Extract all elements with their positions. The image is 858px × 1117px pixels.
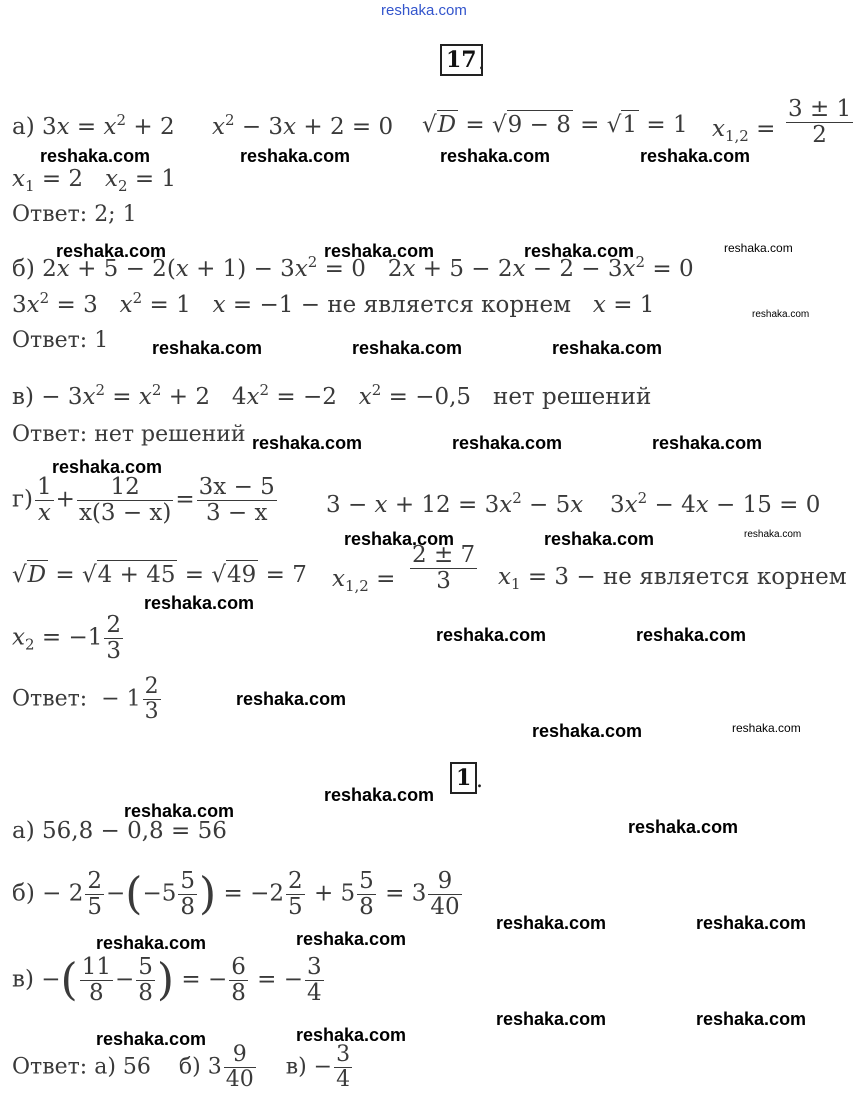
watermark: reshaka.com xyxy=(532,721,643,741)
site-header-link[interactable]: reshaka.com xyxy=(381,2,467,19)
s17-b-answer: Ответ: 1 xyxy=(12,328,109,353)
s1-answer xyxy=(12,1044,354,1091)
watermark: reshaka.com xyxy=(124,801,235,821)
section-17-number: 17 xyxy=(440,44,483,76)
s1-answer-v-num: 3 xyxy=(336,1042,351,1067)
watermark: reshaka.com xyxy=(324,785,435,805)
s17-a-eq2: $x^2 - 3x + 2 = 0$ xyxy=(212,111,394,140)
watermark: reshaka.com xyxy=(544,529,655,549)
s17-g-answer-label: Ответ: xyxy=(12,686,88,712)
s17-a-roots-lhs: $x_{1,2}$ = xyxy=(712,116,776,145)
watermark: reshaka.com xyxy=(296,929,407,949)
s1-a-label: а) xyxy=(12,818,35,844)
s17-g-answer-num: 2 xyxy=(144,674,159,699)
s17-a-roots-frac xyxy=(784,98,855,147)
s17-g-x2-den: 3 xyxy=(106,638,121,664)
s17-g-x2-whole: −1 xyxy=(68,624,103,651)
s1-b-t4-num: 5 xyxy=(359,868,374,894)
watermark: reshaka.com xyxy=(524,241,635,261)
watermark: reshaka.com xyxy=(636,625,747,645)
watermark: reshaka.com xyxy=(40,146,151,166)
s17-a-roots-num: 3 ± 1 xyxy=(788,96,852,122)
section-17-dot: . xyxy=(478,50,485,75)
watermark: reshaka.com xyxy=(324,241,435,261)
s1-answer-label: Ответ: xyxy=(12,1054,88,1080)
s17-g-eq2: $3 - x + 12 = 3x^2 - 5x$ xyxy=(326,489,584,518)
s1-b-t2-num: 5 xyxy=(180,868,195,894)
s1-v-f1-num: 11 xyxy=(81,954,111,980)
s1-b-label: б) xyxy=(12,880,35,907)
s17-a-roots: $x_1 = 2$ $x_2 = 1$ xyxy=(12,166,177,195)
watermark: reshaka.com xyxy=(344,529,455,549)
watermark: reshaka.com xyxy=(496,1009,607,1029)
s17-g-roots-num: 2 ± 7 xyxy=(412,542,476,568)
s17-a-answer: Ответ: 2; 1 xyxy=(12,202,137,227)
s1-b-t1-num: 2 xyxy=(87,868,102,894)
s1-b-line: б) − 2 $\frac{2}{5}$ −(−5 $\frac{5}{8}$ ) = −2 $\frac{2}{5}$ + 5 $\frac{5}{8}$ = 3 $\frac{9}{40}$ xyxy=(12,868,460,920)
watermark: reshaka.com xyxy=(452,433,563,453)
s1-b-t5-num: 9 xyxy=(428,870,461,895)
s1-v-f4-den: 4 xyxy=(307,980,322,1006)
watermark: reshaka.com xyxy=(652,433,763,453)
s1-b-t3-den: 5 xyxy=(287,894,303,920)
s1-v-f1-den: 8 xyxy=(89,980,104,1006)
s17-g-frac2-den: x(3 − x) xyxy=(78,500,172,526)
watermark: reshaka.com xyxy=(296,1025,407,1045)
s17-g-frac1-num: 1 xyxy=(37,474,52,500)
section-1-number: 1 xyxy=(450,762,477,794)
watermark: reshaka.com xyxy=(56,241,167,261)
s1-b-t2-whole: −5 xyxy=(142,880,177,907)
watermark: reshaka.com xyxy=(696,913,807,933)
watermark: reshaka.com xyxy=(252,433,363,453)
watermark: reshaka.com xyxy=(236,689,347,709)
s1-v-f2-den: 8 xyxy=(138,980,153,1006)
s17-g-roots-lhs: $x_{1,2}$ = xyxy=(332,566,396,595)
s17-a-line1: а) $3x = x^2 + 2$ xyxy=(12,111,175,140)
watermark: reshaka.com xyxy=(628,817,739,837)
s1-answer-v-den: 4 xyxy=(336,1067,351,1092)
watermark: reshaka.com xyxy=(144,593,255,613)
s17-b-line1: б) $2x + 5 - 2(x + 1) - 3x^2 = 0$ $2x + 5 - 2x - 2 - 3x^2 = 0$ xyxy=(12,253,694,282)
watermark: reshaka.com xyxy=(352,338,463,358)
s1-answer-b-den: 40 xyxy=(225,1067,254,1092)
s1-b-t3-whole: = −2 xyxy=(223,880,284,907)
watermark: reshaka.com xyxy=(240,146,351,166)
s1-answer-v-label: в) − xyxy=(285,1054,333,1080)
s1-v-line: в) −( $\frac{11}{8}$ − $\frac{5}{8}$ ) = − $\frac{6}{8}$ = − $\frac{3}{4}$ xyxy=(12,954,322,1006)
s1-a-line xyxy=(12,820,227,843)
watermark-small: reshaka.com xyxy=(724,241,793,255)
s17-v-answer: Ответ: нет решений xyxy=(12,422,246,447)
s17-g-answer-whole: − 1 xyxy=(101,686,141,712)
watermark: reshaka.com xyxy=(436,625,547,645)
s17-g-x1: $x_1 = 3$ − не является корнем xyxy=(498,564,847,593)
s1-b-t2-den: 8 xyxy=(180,894,195,920)
s17-b-line2: $3x^2 = 3$ $x^2 = 1$ x = −1 − не является корнем x = 1 xyxy=(12,289,655,318)
s1-v-f4-num: 3 xyxy=(307,954,322,980)
watermark-small: reshaka.com xyxy=(732,721,801,735)
s17-g-eq1: г) $\frac{1}{x}$ + $\frac{12}{x(3 - x)}$ = $\frac{3x - 5}{3 - x}$ xyxy=(12,474,275,526)
s1-v-f3-den: 8 xyxy=(231,980,246,1006)
watermark: reshaka.com xyxy=(496,913,607,933)
s17-g-disc: √D = √4 + 45 = √49 = 7 xyxy=(12,562,307,588)
watermark: reshaka.com xyxy=(52,457,163,477)
s17-g-roots-den: 3 xyxy=(436,568,451,594)
s1-a-expr: 56,8 − 0,8 = 56 xyxy=(42,818,227,844)
s1-b-t5-den: 40 xyxy=(430,894,460,920)
s17-g-answer-den: 3 xyxy=(144,699,159,724)
s17-a-roots-den: 2 xyxy=(812,122,827,148)
s1-b-t1-whole: − 2 xyxy=(42,880,84,907)
s17-b-label: б) xyxy=(12,256,35,282)
s1-answer-b-label: б) 3 xyxy=(178,1054,222,1080)
s17-a-disc: √D = √9 − 8 = √1 = 1 xyxy=(422,112,688,138)
watermark: reshaka.com xyxy=(96,933,207,953)
watermark: reshaka.com xyxy=(640,146,751,166)
s17-v-line1: $в) - 3x^2 = x^2 + 2$ $4x^2 = -2$ $x^2 = -0,5$ нет решений xyxy=(12,381,652,410)
s17-g-frac3-num: 3x − 5 xyxy=(198,474,275,500)
s17-g-eq3: $3x^2 - 4x - 15 = 0$ xyxy=(610,489,821,518)
s17-g-frac2-num: 12 xyxy=(77,476,173,501)
s17-g-frac3-den: 3 − x xyxy=(205,500,268,526)
s1-b-t1-den: 5 xyxy=(87,894,102,920)
s1-v-f3-num: 6 xyxy=(231,954,246,980)
watermark: reshaka.com xyxy=(440,146,551,166)
s17-v-label: в) xyxy=(12,384,34,410)
s17-g-x2-num: 2 xyxy=(106,612,121,638)
section-1-dot: . xyxy=(476,768,483,793)
s17-g-frac1-den: x xyxy=(37,500,51,526)
watermark-small: reshaka.com xyxy=(752,309,810,320)
s1-b-t4-den: 8 xyxy=(359,894,374,920)
s17-g-answer xyxy=(12,676,163,723)
s17-g-x2: $x_2 = -1$ $\frac{2}{3}$ xyxy=(12,612,121,664)
s17-g-roots-frac xyxy=(408,544,479,593)
s1-b-t5-whole: = 3 xyxy=(385,880,427,907)
s17-a-label: а) xyxy=(12,114,35,140)
s17-g-label: г) xyxy=(12,486,34,513)
watermark-small: reshaka.com xyxy=(744,529,802,540)
s1-answer-a: а) 56 xyxy=(94,1054,151,1080)
watermark: reshaka.com xyxy=(152,338,263,358)
s1-v-f2-num: 5 xyxy=(138,954,153,980)
watermark: reshaka.com xyxy=(696,1009,807,1029)
s1-b-t3-num: 2 xyxy=(287,868,303,894)
s1-answer-b-num: 9 xyxy=(224,1044,256,1068)
watermark: reshaka.com xyxy=(96,1029,207,1049)
s1-v-label: в) xyxy=(12,966,34,993)
watermark: reshaka.com xyxy=(552,338,663,358)
s1-b-t4-whole: + 5 xyxy=(313,880,356,907)
